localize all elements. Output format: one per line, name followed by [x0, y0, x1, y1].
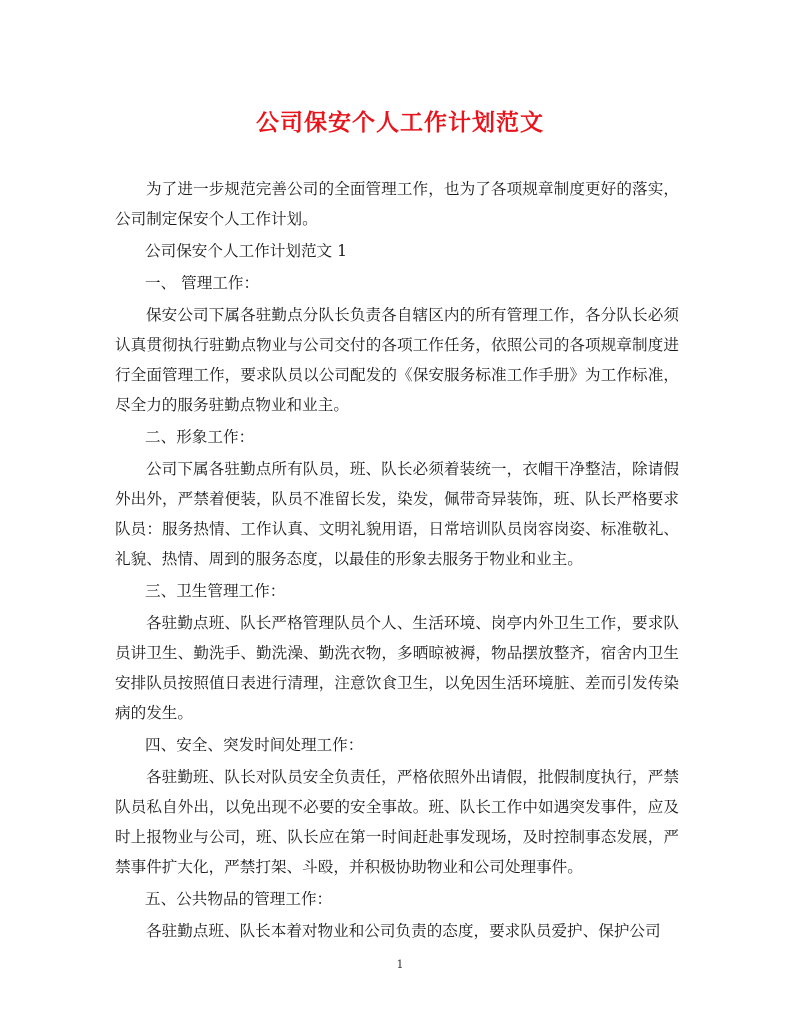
section-heading-image: 二、形象工作：: [145, 428, 255, 446]
section-heading-management: 一、 管理工作：: [145, 274, 260, 292]
section-heading-safety: 四、安全、突发时间处理工作：: [145, 736, 364, 754]
intro-paragraph: 为了进一步规范完善公司的全面管理工作，也为了各项规章制度更好的落实，公司制定保安个人工作计划。: [115, 180, 679, 228]
document-title: 公司保安个人工作计划范文: [256, 109, 544, 136]
paragraph-management: 保安公司下属各驻勤点分队长负责各自辖区内的所有管理工作，各分队长必须认真贯彻执行驻勤点物业与公司交付的各项工作任务，依照公司的各项规章制度进行全面管理工作，要求队员以公司配发的《保安服务标准工作手册》为工作标准，尽全力的服务驻勤点物业和业主。: [115, 306, 679, 414]
section-subtitle: 公司保安个人工作计划范文 1: [145, 242, 348, 260]
paragraph-public-goods: 各驻勤点班、队长本着对物业和公司负责的态度，要求队员爱护、保护公司: [146, 922, 661, 940]
document-body: [115, 174, 679, 948]
paragraph-hygiene: 各驻勤点班、队长严格管理队员个人、生活环境、岗亭内外卫生工作，要求队员讲卫生、勤洗手、勤洗澡、勤洗衣物，多晒晾被褥，物品摆放整齐，宿舍内卫生安排队员按照值日表进行清理，注意饮食卫生，以免因生活环境脏、差而引发传染病的发生。: [115, 614, 679, 722]
paragraph-safety: 各驻勤班、队长对队员安全负责任，严格依照外出请假，批假制度执行，严禁队员私自外出，以免出现不必要的安全事故。班、队长工作中如遇突发事件，应及时上报物业与公司，班、队长应在第一时间赶赴事发现场，及时控制事态发展，严禁事件扩大化，严禁打架、斗殴，并积极协助物业和公司处理事件。: [115, 768, 679, 876]
page-number: 1: [396, 958, 404, 971]
section-heading-public-goods: 五、公共物品的管理工作：: [145, 890, 333, 908]
paragraph-image: 公司下属各驻勤点所有队员，班、队长必须着装统一，衣帽干净整洁，除请假外出外，严禁着便装，队员不准留长发，染发，佩带奇异装饰，班、队长严格要求队员：服务热情、工作认真、文明礼貌用语，日常培训队员岗容岗姿、标准敬礼、礼貌、热情、周到的服务态度，以最佳的形象去服务于物业和业主。: [115, 460, 679, 568]
section-heading-hygiene: 三、卫生管理工作：: [145, 582, 286, 600]
